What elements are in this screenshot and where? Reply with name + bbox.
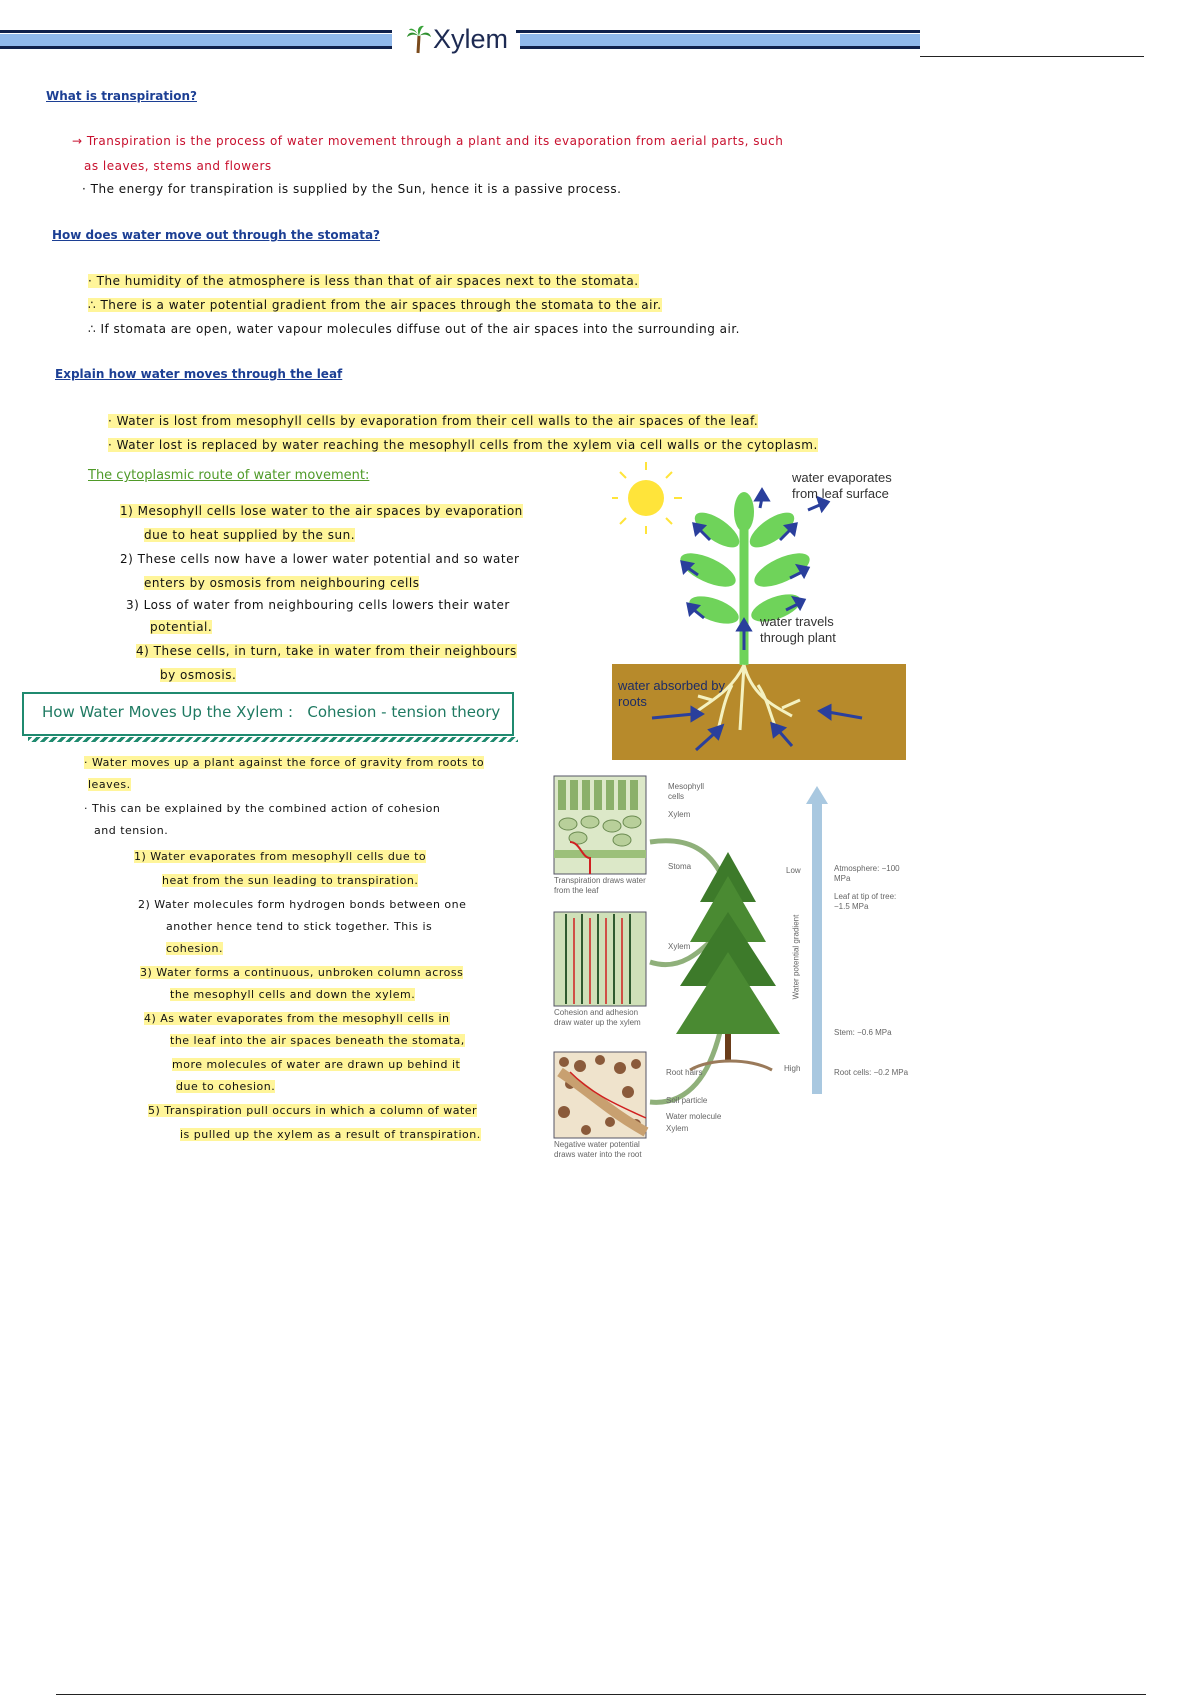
xylem-point-5b	[180, 1128, 481, 1141]
cohesion-tension-diagram	[550, 772, 918, 1168]
xylem-intro-2b	[94, 824, 168, 837]
palm-tree-icon	[406, 24, 432, 54]
xylem-point-2a	[138, 898, 466, 911]
xylem-panel	[554, 912, 646, 1006]
cyto-point-3b	[150, 620, 212, 634]
label-water-travels: water travels through plant	[760, 614, 836, 645]
label-xylem-2: Xylem	[668, 942, 691, 951]
leaf-cross-section-panel	[554, 776, 646, 874]
label-xylem-3: Xylem	[666, 1124, 689, 1133]
transpiration-definition-line-2: as leaves, stems and flowers	[84, 159, 272, 173]
header-rule-left	[0, 34, 392, 46]
plant-diagram-graphic	[612, 460, 910, 764]
xylem-point-3b	[170, 988, 415, 1001]
xylem-point-1a	[134, 850, 426, 863]
brand-name: Xylem	[433, 24, 509, 54]
label-water-molecule: Water molecule	[666, 1112, 722, 1121]
caption-transpiration: Transpiration draws water from the leaf	[554, 876, 646, 895]
cohesion-tension-title-box	[22, 692, 514, 736]
water-potential-axis	[806, 786, 828, 1094]
plant-transpiration-diagram	[612, 460, 910, 764]
cyto-point-1a	[120, 504, 523, 518]
leaf-line-1-text: · Water is lost from mesophyll cells by evaporation from their cell walls to the air spaces of the leaf.	[108, 414, 759, 428]
cohesion-tension-title: How Water Moves Up the Xylem : Cohesion - tension theory	[42, 703, 501, 721]
tree-icon	[676, 852, 780, 1070]
axis-high-label: High	[784, 1064, 801, 1073]
xylem-point-4a	[144, 1012, 450, 1025]
stomata-line-2-text: ∴ There is a water potential gradient from the air spaces through the stomata to the air.	[88, 298, 662, 312]
xylem-intro-1b	[88, 778, 131, 791]
xylem-point-4b-text: the leaf into the air spaces beneath the stomata,	[170, 1034, 465, 1047]
atmosphere-value: Atmosphere: −100 MPa	[834, 864, 900, 883]
cyto-point-1a-text: 1) Mesophyll cells lose water to the air spaces by evaporation	[120, 504, 523, 518]
label-xylem-1: Xylem	[668, 810, 691, 819]
header-rule-right-top	[516, 30, 920, 33]
cyto-point-1b-text: due to heat supplied by the sun.	[144, 528, 356, 542]
leaf-line-2	[108, 438, 818, 452]
cyto-point-3b-text: potential.	[150, 620, 213, 634]
heading-what-is-transpiration: What is transpiration?	[46, 89, 197, 103]
xylem-point-4c	[172, 1058, 460, 1071]
caption-cohesion: Cohesion and adhesion draw water up the xylem	[554, 1008, 641, 1027]
xylem-point-3a	[140, 966, 463, 979]
cyto-point-1b	[144, 528, 355, 542]
header-rule-left-bottom	[0, 46, 392, 49]
stomata-line-3-text: ∴ If stomata are open, water vapour molecules diffuse out of the air spaces into the surrounding air.	[88, 322, 740, 336]
cyto-point-2b	[144, 576, 419, 590]
cyto-point-4b-text: by osmosis.	[160, 668, 237, 682]
xylem-point-5a	[148, 1104, 477, 1117]
xylem-point-3b-text: the mesophyll cells and down the xylem.	[170, 988, 416, 1001]
header-rule-left-top	[0, 30, 392, 33]
xylem-intro-1a	[84, 756, 484, 769]
cyto-point-3a	[126, 598, 510, 612]
stem-value: Stem: −0.6 MPa	[834, 1028, 892, 1037]
cyto-point-4a-text: 4) These cells, in turn, take in water from their neighbours	[136, 644, 517, 658]
caption-negative-potential: Negative water potential draws water into the root	[554, 1140, 642, 1159]
axis-low-label: Low	[786, 866, 801, 875]
cyto-point-2b-text: enters by osmosis from neighbouring cells	[144, 576, 420, 590]
footer-rule	[56, 1694, 1146, 1695]
stomata-line-1-text: · The humidity of the atmosphere is less than that of air spaces next to the stomata.	[88, 274, 639, 288]
sun-icon	[612, 462, 682, 534]
xylem-intro-1a-text: · Water moves up a plant against the force of gravity from roots to	[84, 756, 485, 769]
xylem-point-4c-text: more molecules of water are drawn up behind it	[172, 1058, 461, 1071]
xylem-point-4d-text: due to cohesion.	[176, 1080, 276, 1093]
leaf-value: Leaf at tip of tree: −1.5 MPa	[834, 892, 897, 911]
leaf-line-1	[108, 414, 758, 428]
xylem-point-2a-text: 2) Water molecules form hydrogen bonds between one	[138, 898, 467, 911]
heading-stomata: How does water move out through the stomata?	[52, 228, 380, 242]
xylem-point-2c	[166, 942, 223, 955]
xylem-point-2b-text: another hence tend to stick together. This is	[166, 920, 433, 933]
root-value: Root cells: −0.2 MPa	[834, 1068, 909, 1077]
stomata-line-3	[88, 322, 740, 336]
header-rule-right	[520, 34, 920, 46]
xylem-intro-2b-text: and tension.	[94, 824, 169, 837]
label-water-evaporates: water evaporates from leaf surface	[792, 470, 892, 501]
label-root-hairs: Root hairs	[666, 1068, 703, 1077]
label-water-absorbed: water absorbed by roots	[618, 678, 725, 709]
cohesion-tension-graphic	[550, 772, 918, 1168]
xylem-point-3a-text: 3) Water forms a continuous, unbroken column across	[140, 966, 464, 979]
xylem-point-4d	[176, 1080, 275, 1093]
cyto-point-4a	[136, 644, 517, 658]
brand-logo	[406, 22, 509, 56]
xylem-point-2b	[166, 920, 432, 933]
label-mesophyll: Mesophyll cells	[668, 782, 705, 801]
transpiration-definition-line-1: → Transpiration is the process of water movement through a plant and its evaporation from aerial parts, such	[72, 134, 784, 148]
header-rule-right-bottom	[520, 46, 920, 49]
xylem-point-2c-text: cohesion.	[166, 942, 224, 955]
heading-water-through-leaf: Explain how water moves through the leaf	[55, 367, 343, 381]
heading-cytoplasmic-route: The cytoplasmic route of water movement:	[88, 468, 370, 483]
leaf-line-2-text: · Water lost is replaced by water reaching the mesophyll cells from the xylem via cell walls or the cytoplasm.	[108, 438, 818, 452]
xylem-point-4b	[170, 1034, 465, 1047]
xylem-intro-2a-text: · This can be explained by the combined action of cohesion	[84, 802, 441, 815]
xylem-point-4a-text: 4) As water evaporates from the mesophyll cells in	[144, 1012, 450, 1025]
xylem-point-5b-text: is pulled up the xylem as a result of transpiration.	[180, 1128, 481, 1141]
stomata-line-2	[88, 298, 662, 312]
energy-passive-line: · The energy for transpiration is supplied by the Sun, hence it is a passive process.	[82, 182, 622, 196]
stomata-line-1	[88, 274, 639, 288]
cyto-point-2a	[120, 552, 519, 566]
label-soil-particle: Soil particle	[666, 1096, 708, 1105]
label-stoma: Stoma	[668, 862, 692, 871]
cyto-point-3a-text: 3) Loss of water from neighbouring cells lowers their water	[126, 598, 510, 612]
xylem-intro-2a	[84, 802, 440, 815]
xylem-point-5a-text: 5) Transpiration pull occurs in which a column of water	[148, 1104, 478, 1117]
xylem-point-1b-text: heat from the sun leading to transpiration.	[162, 874, 419, 887]
xylem-intro-1b-text: leaves.	[88, 778, 131, 791]
xylem-point-1a-text: 1) Water evaporates from mesophyll cells due to	[134, 850, 427, 863]
header-rule-far-right	[920, 56, 1144, 57]
axis-title: Water potential gradient	[791, 914, 801, 1000]
root-panel	[554, 1052, 646, 1138]
cyto-point-2a-text: 2) These cells now have a lower water potential and so water	[120, 552, 520, 566]
xylem-point-1b	[162, 874, 418, 887]
cyto-point-4b	[160, 668, 236, 682]
